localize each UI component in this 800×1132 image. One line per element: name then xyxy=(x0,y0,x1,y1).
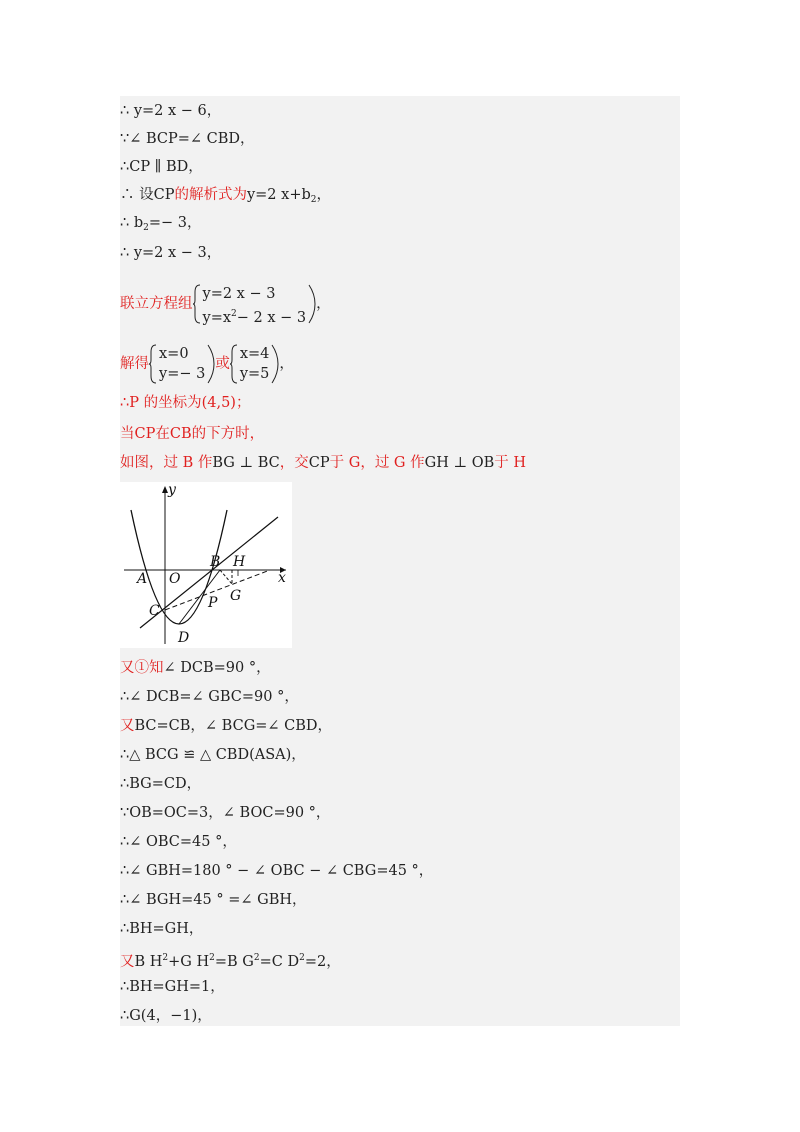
text-line-11g: 于 H xyxy=(494,455,527,471)
text-line-22a: 又 xyxy=(120,954,135,970)
text-line-22f: =B G xyxy=(214,954,254,970)
label-x: x xyxy=(278,570,286,586)
text-line-21: ∴BH=GH， xyxy=(120,921,204,937)
text-line-8a: 解得 xyxy=(120,356,149,372)
text-line-22b: B H xyxy=(134,954,163,970)
text-line-6: ∴ y=2 x − 3， xyxy=(120,245,222,261)
line-1 xyxy=(120,99,221,123)
line-7 xyxy=(120,282,331,326)
line-2 xyxy=(120,127,255,151)
sol2-row-2: y=5 xyxy=(239,366,270,382)
text-line-7c: ， xyxy=(316,296,331,312)
text-line-12a: 又①知 xyxy=(120,660,164,676)
text-line-4b: CP xyxy=(153,187,175,203)
text-line-14b: BC=CB，∠ BCG=∠ CBD， xyxy=(134,718,333,734)
left-brace-icon xyxy=(230,344,238,384)
label-g: G xyxy=(230,588,242,604)
solution-system-1 xyxy=(149,344,215,384)
label-b: B xyxy=(210,554,221,570)
line-15 xyxy=(120,743,306,767)
text-line-19: ∴∠ GBH=180 ° − ∠ OBC − ∠ CBG=45 °， xyxy=(120,863,434,879)
text-line-15: ∴△ BCG ≌ △ CBD(ASA)， xyxy=(120,747,306,763)
label-d: D xyxy=(178,630,190,646)
line-8 xyxy=(120,342,294,386)
sol1-row-2: y=− 3 xyxy=(159,366,206,382)
eq1-row-1: y=2 x − 3 xyxy=(202,286,276,302)
text-line-10c: 在 xyxy=(155,426,170,442)
line-12 xyxy=(120,656,271,680)
text-line-22e: 2 xyxy=(209,953,215,963)
right-angle-mark-icon xyxy=(232,570,238,576)
text-line-4a: ∴ 设 xyxy=(120,187,154,203)
text-line-12b: ∠ DCB=90 °， xyxy=(163,660,271,676)
sol1-row-1: x=0 xyxy=(159,346,189,362)
line-4 xyxy=(120,183,331,207)
solution-system-2 xyxy=(230,344,280,384)
text-line-4f: ， xyxy=(316,187,331,203)
text-line-11d: CP xyxy=(308,455,330,471)
text-line-22d: +G H xyxy=(168,954,210,970)
text-line-11f: GH ⊥ OB xyxy=(424,455,495,471)
parabola-diagram xyxy=(120,482,292,648)
parabola-figure xyxy=(120,482,292,648)
label-c: C xyxy=(149,603,160,619)
text-line-11e: 于 G，过 G 作 xyxy=(329,455,425,471)
text-line-3: ∴CP ∥ BD， xyxy=(120,159,203,175)
text-line-23: ∴BH=GH=1， xyxy=(120,979,225,995)
text-line-17: ∵OB=OC=3，∠ BOC=90 °， xyxy=(120,805,331,821)
text-line-22g: 2 xyxy=(253,953,260,963)
text-line-10a: 当 xyxy=(120,426,135,442)
text-line-1: ∴ y=2 x − 6， xyxy=(120,103,222,119)
text-line-16: ∴BG=CD， xyxy=(120,776,202,792)
right-paren-icon xyxy=(271,344,279,384)
text-line-2: ∵∠ BCP=∠ CBD， xyxy=(120,131,255,147)
line-cb xyxy=(140,517,278,628)
line-5 xyxy=(120,211,202,235)
text-line-8b: 或 xyxy=(215,356,230,372)
text-line-10d: CB xyxy=(169,426,192,442)
text-line-10b: CP xyxy=(134,426,156,442)
text-line-22h: =C D xyxy=(259,954,300,970)
line-16 xyxy=(120,772,201,796)
line-6 xyxy=(120,241,221,265)
text-line-24: ∴G(4，−1)， xyxy=(120,1008,212,1024)
right-paren-icon xyxy=(207,344,215,384)
line-cg-dashed xyxy=(165,570,270,610)
text-line-5b: 2 xyxy=(143,223,149,233)
text-line-4d: y=2 x+b xyxy=(246,187,311,203)
text-line-7a: 联立方程组 xyxy=(120,296,193,312)
line-10 xyxy=(120,422,264,446)
text-line-8c: ， xyxy=(279,356,294,372)
text-line-10e: 的下方时， xyxy=(191,426,265,442)
text-line-22c: 2 xyxy=(162,953,169,963)
line-9 xyxy=(120,391,250,415)
line-21 xyxy=(120,917,203,941)
left-brace-icon xyxy=(149,344,157,384)
text-line-14a: 又 xyxy=(120,718,135,734)
text-line-11a: 如图，过 B 作 xyxy=(120,455,213,471)
equation-system-1 xyxy=(193,284,317,324)
label-y: y xyxy=(168,482,176,498)
text-line-5c: =− 3， xyxy=(148,215,202,231)
line-22 xyxy=(120,946,341,970)
text-line-11b: BG ⊥ BC xyxy=(212,455,280,471)
label-a: A xyxy=(137,571,148,587)
label-p: P xyxy=(208,595,218,611)
line-13 xyxy=(120,685,299,709)
eq1-row-2c: − 2 x − 3 xyxy=(236,310,307,326)
eq1-row-2a: y=x xyxy=(202,310,232,326)
text-line-4e: 2 xyxy=(310,195,317,205)
line-18 xyxy=(120,830,237,854)
line-19 xyxy=(120,859,433,883)
text-line-18: ∴∠ OBC=45 °， xyxy=(120,834,237,850)
left-brace-icon xyxy=(193,284,201,324)
text-line-5a: ∴ b xyxy=(120,215,144,231)
text-line-4c: 的解析式为 xyxy=(174,187,247,203)
line-14 xyxy=(120,714,332,738)
text-line-9: ∴P 的坐标为(4,5)； xyxy=(120,395,251,411)
text-line-13: ∴∠ DCB=∠ GBC=90 °， xyxy=(120,689,299,705)
line-24 xyxy=(120,1004,212,1028)
text-line-22i: 2 xyxy=(299,953,305,963)
line-3 xyxy=(120,155,203,179)
text-line-22j: =2， xyxy=(304,954,341,970)
label-h: H xyxy=(233,554,246,570)
text-line-20: ∴∠ BGH=45 ° =∠ GBH， xyxy=(120,892,307,908)
label-o: O xyxy=(169,571,181,587)
text-line-11c: ，交 xyxy=(279,455,309,471)
line-11 xyxy=(120,451,526,475)
line-bg-dashed xyxy=(220,570,232,584)
line-20 xyxy=(120,888,307,912)
right-paren-icon xyxy=(308,284,316,324)
eq1-row-2b: 2 xyxy=(231,309,237,319)
line-23 xyxy=(120,975,225,999)
sol2-row-1: x=4 xyxy=(239,346,270,362)
line-17 xyxy=(120,801,330,825)
